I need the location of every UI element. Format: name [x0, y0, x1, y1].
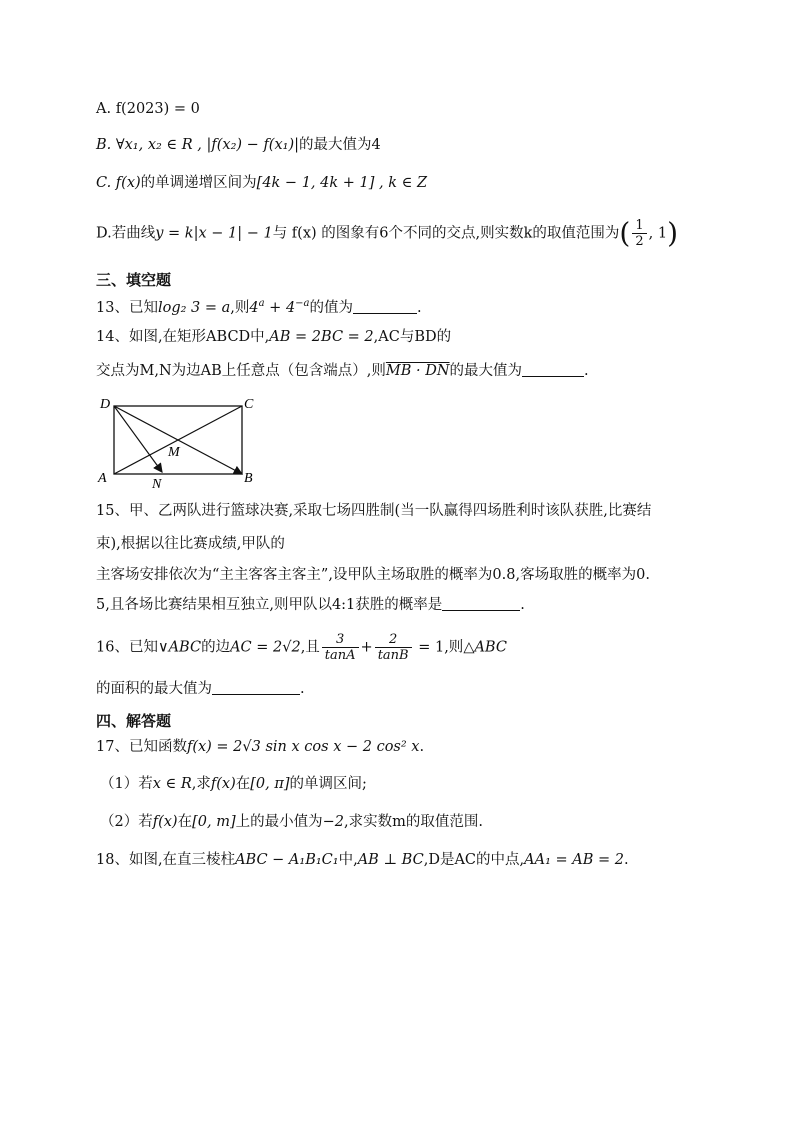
left-paren: (	[619, 216, 631, 250]
fraction-half: $\frac{1}{2}$	[632, 218, 646, 249]
q18-prism: ABC − A₁B₁C₁	[235, 852, 339, 868]
answer-blank-16	[212, 680, 300, 695]
q13-log: log₂ 3 = a	[157, 299, 231, 316]
section-fill-in: 三、填空题	[96, 271, 172, 289]
label-c: C	[244, 397, 254, 412]
q17-function: f(x) = 2√3 sin x cos x − 2 cos² x	[186, 739, 420, 755]
option-b-text: 的最大值为4	[299, 137, 381, 153]
option-d-text: 与 f(x) 的图象有6个不同的交点,则实数k的取值范围为	[272, 225, 620, 242]
question-14-line2: 交点为M,N为边AB上任意点（包含端点）,则MB · DN的最大值为 .	[96, 363, 589, 379]
question-16-line2: 的面积的最大值为 .	[96, 681, 305, 697]
option-d-curve: y = k|x − 1| − 1	[155, 225, 273, 242]
section-answer: 四、解答题	[96, 712, 172, 730]
question-17-part2: （2）若f(x)在[0, m]上的最小值为−2,求实数m的取值范围.	[100, 814, 483, 830]
rectangle-figure	[96, 396, 266, 488]
label-b: B	[244, 471, 253, 486]
question-15-line3: 主客场安排依次为“主主客客主客主”,设甲队主场取胜的概率为0.8,客场取胜的概率为0.	[96, 567, 650, 583]
question-17-part1: （1）若x ∈ R,求f(x)在[0, π]的单调区间;	[100, 776, 367, 792]
fraction-3-tana: $\frac{3}{\tan A}$	[322, 632, 359, 663]
q16-side: AC = 2√2	[230, 639, 301, 656]
option-c-math: C. f(x)	[96, 175, 141, 191]
option-b	[96, 134, 381, 156]
right-paren: )	[667, 216, 679, 250]
option-a-text: A. f(2023) = 0	[96, 101, 200, 117]
answer-blank-14	[522, 362, 584, 377]
vector-dn	[114, 406, 162, 472]
option-c	[96, 172, 427, 194]
answer-blank-15	[442, 596, 520, 611]
answer-blank-13	[353, 299, 417, 314]
label-m: M	[168, 445, 180, 460]
question-15-line2: 束),根据以往比赛成绩,甲队的	[96, 536, 285, 552]
q14-condition: AB = 2BC = 2	[269, 329, 374, 345]
question-14-line1: 14、如图,在矩形ABCD中,AB = 2BC = 2,AC与BD的	[96, 329, 452, 345]
question-16-line1: 16、已知∨ABC的边AC = 2√2,且 $\frac{3}{\tan A}$ + $\frac{2}{\tan B}$ = 1,则△ABC	[96, 632, 507, 663]
label-d: D	[100, 397, 111, 412]
fraction-2-tanb: $\frac{2}{\tan B}$	[375, 632, 412, 663]
question-18: 18、如图,在直三棱柱ABC − A₁B₁C₁中,AB ⊥ BC,D是AC的中点,AA₁ = AB = 2.	[96, 852, 629, 868]
option-b-math: B. ∀x₁, x₂ ∈ R , |f(x₂) − f(x₁)|	[96, 137, 299, 153]
option-a	[96, 98, 200, 120]
question-13: 13、已知log₂ 3 = a,则$4^a + 4^{-a}$的值为 .	[96, 298, 422, 316]
option-d-prefix: D.若曲线	[96, 225, 156, 242]
option-d	[96, 218, 678, 249]
question-17: 17、已知函数f(x) = 2√3 sin x cos x − 2 cos² x.	[96, 739, 425, 755]
question-15-line4: 5,且各场比赛结果相互独立,则甲队以4:1获胜的概率是 .	[96, 597, 525, 613]
option-c-text: 的单调递增区间为	[140, 175, 257, 191]
option-d-tail: , 1	[648, 225, 668, 242]
question-15-line1: 15、甲、乙两队进行篮球决赛,采取七场四胜制(当一队赢得四场胜利时该队获胜,比赛结	[96, 503, 652, 519]
q14-vectors: MB · DN	[385, 363, 450, 379]
label-a: A	[98, 471, 107, 486]
label-n: N	[152, 477, 162, 488]
option-c-interval: [4k − 1, 4k + 1] , k ∈ Z	[256, 175, 428, 191]
